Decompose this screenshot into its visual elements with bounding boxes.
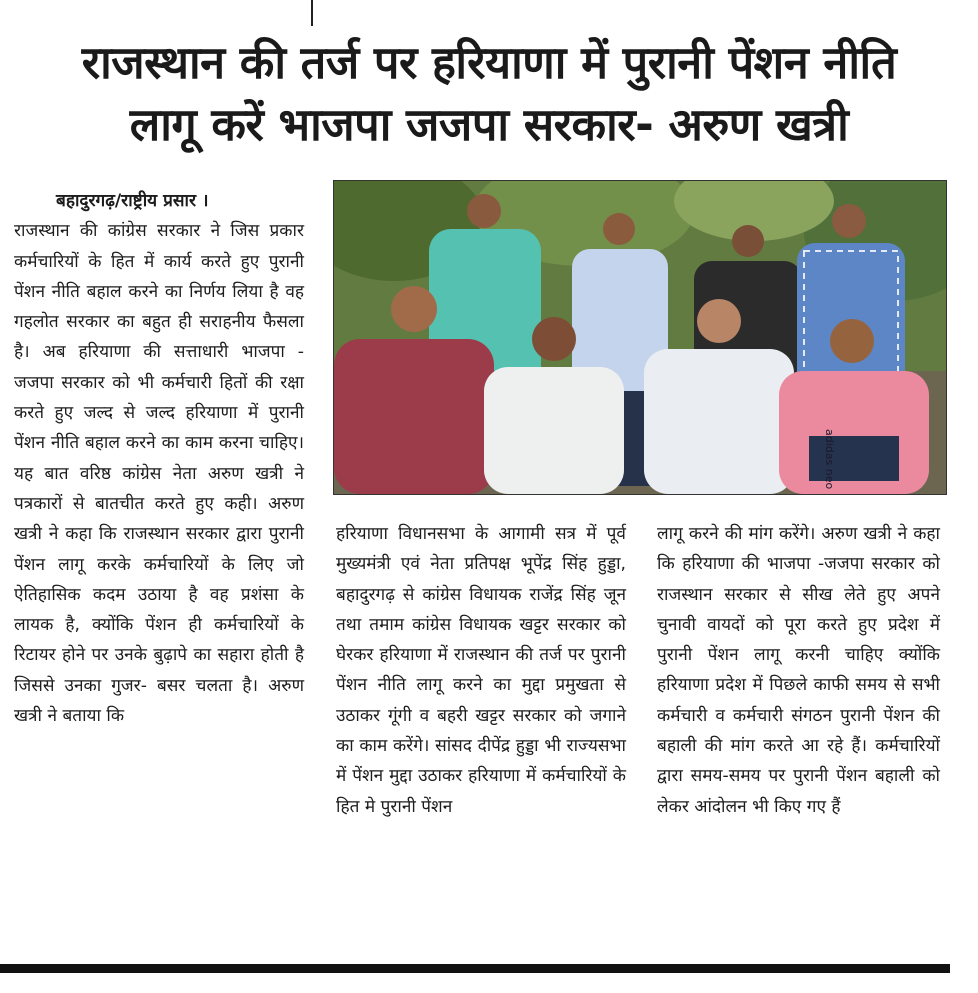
headline-line-2: लागू करें भाजपा जजपा सरकार- अरुण खत्री <box>129 98 849 151</box>
article-column-2 <box>336 519 626 822</box>
article-text-column-2: हरियाणा विधानसभा के आगामी सत्र में पूर्व मुख्यमंत्री एवं नेता प्रतिपक्ष भूपेंद्र सिंह हुड्डा, बहादुरगढ़ से कांग्रेस विधायक राजेंद्र सिंह जून तथा तमाम कांग्रेस विधायक खट्टर सरकार को घेरकर हरियाणा में राजस्थान की तर्ज पर पुरानी पेंशन नीति लागू करने का मुद्दा प्रमुखता से उठाकर गूंगी व बहरी खट्टर सरकार को जगाने का काम करेंगे। सांसद दीपेंद्र हुड्डा भी राज्यसभा में पेंशन मुद्दा उठाकर हरियाणा में कर्मचारियों के हित मे पुरानी पेंशन <box>336 524 626 817</box>
bottom-border <box>0 964 950 973</box>
article-column-3 <box>657 519 940 822</box>
article-text-column-1: राजस्थान की कांग्रेस सरकार ने जिस प्रकार कर्मचारियों के हित में कार्य करते हुए पुरानी पेंशन नीति बहाल करने का निर्णय लिया है वह गहलोत सरकार का बहुत ही सराहनीय फैसला है। अब हरियाणा की सत्ताधारी भाजपा - जजपा सरकार को भी कर्मचारी हितों की रक्षा करते हुए जल्द से जल्द हरियाणा में पुरानी पेंशन नीति बहाल करने का काम करना चाहिए। यह बात वरिष्ठ कांग्रेस नेता अरुण खत्री ने पत्रकारों से बातचीत करते हुए कही। अरुण खत्री ने कहा कि राजस्थान सरकार द्वारा पुरानी पेंशन लागू करके कर्मचारियों के लिए जो ऐतिहासिक कदम उठाया है वह प्रशंसा के लायक है, क्योंकि पेंशन ही कर्मचारियों के रिटायर होने पर उनके बुढ़ापे का सहारा होती है जिससे उनका गुजर- बसर चलता है। अरुण खत्री ने बताया कि <box>14 221 304 727</box>
article-text-column-3: लागू करने की मांग करेंगे। अरुण खत्री ने कहा कि हरियाणा की भाजपा -जजपा सरकार को राजस्थान सरकार से सीख लेते हुए अपने चुनावी वायदों को पूरा करते हुए प्रदेश में पुरानी पेंशन लागू करनी चाहिए क्योंकि हरियाणा प्रदेश में पिछले काफी समय से सभी कर्मचारी व कर्मचारी संगठन पुरानी पेंशन की बहाली की मांग करते आ रहे हैं। कर्मचारियों द्वारा समय-समय पर पुरानी पेंशन बहाली को लेकर आंदोलन भी किए गए हैं <box>657 524 940 817</box>
article-column-1 <box>14 186 304 731</box>
shirt-logo-text: adidas neo <box>823 429 836 490</box>
headline <box>0 32 978 156</box>
news-photo <box>333 180 947 495</box>
headline-line-1: राजस्थान की तर्ज पर हरियाणा में पुरानी पेंशन नीति <box>81 36 897 89</box>
group-photo-illustration <box>334 181 946 494</box>
dateline: बहादुरगढ़/राष्ट्रीय प्रसार । <box>56 191 209 211</box>
column-rule <box>311 0 313 26</box>
